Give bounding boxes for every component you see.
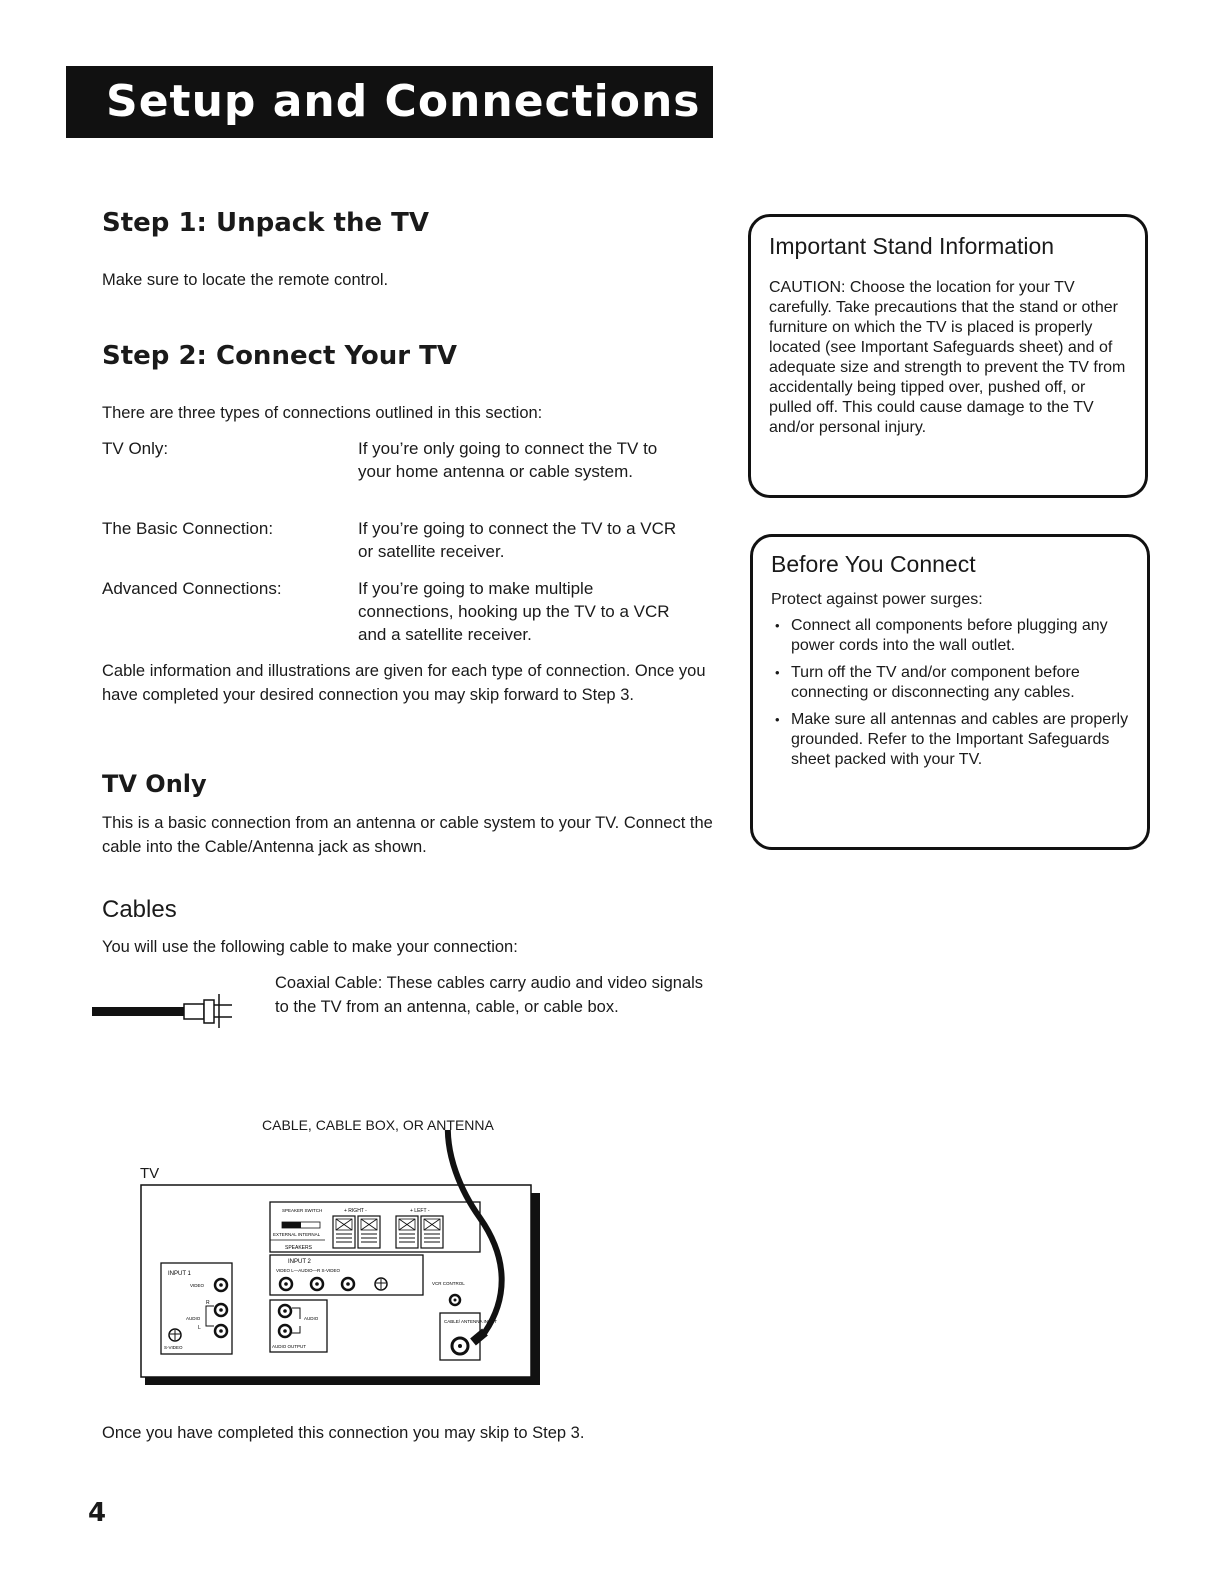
connection-desc: If you’re only going to connect the TV to your home antenna or cable system. [358,439,658,481]
step1-text: Make sure to locate the remote control. [102,271,389,289]
stand-info-text: CAUTION: Choose the location for your TV carefully. Take precautions that the stand or other furniture on which the TV is placed is properly located (see Important Safeguards sheet) and of adequate size and strength to prevent the TV from accidentally being tipped over, pushed off, or pulled off. This could cause damage to the TV and/or personal injury. [769,279,1126,436]
step2-heading: Step 2: Connect Your TV [102,341,458,371]
input1-l-label: L [198,1325,201,1331]
before-connect-intro: Protect against power surges: [771,591,983,608]
input1-video-label: VIDEO [190,1283,205,1288]
rca-jack-icon [215,1279,227,1291]
rca-jack-icon [279,1325,291,1337]
list-item: • Turn off the TV and/or component before connecting or disconnecting any cables. [771,663,1129,703]
connection-types-list [102,437,702,646]
page-number: 4 [88,1498,107,1528]
svideo-jack-icon [375,1278,387,1290]
page-title: Setup and Connections [66,66,713,138]
coax-desc: These cables carry audio and video signals to the TV from an antenna, cable, or cable box. [275,974,704,1016]
step2-intro: There are three types of connections outlined in this section: [102,404,543,422]
source-label: CABLE, CABLE BOX, OR ANTENNA [262,1117,494,1133]
rca-jack-icon [342,1278,354,1290]
tv-only-heading: TV Only [102,770,207,798]
connection-desc: If you’re going to make multiple connections, hooking up the TV to a VCR and a satellite receiver. [358,579,670,644]
speaker-terminal-icon [358,1216,380,1248]
cable-antenna-label: CABLE/ ANTENNA INPUT [444,1319,498,1324]
step2-note: Cable information and illustrations are given for each type of connection. Once you have completed your desired connection you may skip forward to Step 3. [102,662,706,704]
step1-heading: Step 1: Unpack the TV [102,208,430,238]
speaker-switch-label: SPEAKER SWITCH [282,1208,323,1213]
coax-description [275,971,715,1019]
before-connect-box [750,534,1150,850]
before-connect-title: Before You Connect [771,551,976,577]
audio-output-label: AUDIO OUTPUT [272,1344,307,1349]
connection-type-row [102,577,702,646]
rca-jack-icon [215,1325,227,1337]
speaker-terminal-icon [396,1216,418,1248]
rca-jack-icon [280,1278,292,1290]
speakers-label: SPEAKERS [285,1245,312,1251]
input1-audio-label: AUDIO [186,1316,201,1321]
cables-intro: You will use the following cable to make your connection: [102,938,518,956]
connection-term: TV Only: [102,439,169,458]
tv-back-panel-diagram [130,1130,550,1390]
list-item: • Connect all components before plugging any power cords into the wall outlet. [771,616,1129,656]
coax-name: Coaxial Cable: [275,974,383,992]
before-connect-list [771,616,1129,770]
switch-positions-label: EXTERNAL INTERNAL [273,1232,321,1237]
connection-term: The Basic Connection: [102,519,274,538]
connection-type-row [102,437,702,517]
coaxial-cable-icon [92,990,242,1030]
speaker-terminal-icon [421,1216,443,1248]
connection-desc: If you’re going to connect the TV to a VCR or satellite receiver. [358,519,677,561]
input1-r-label: R [206,1300,210,1306]
closing-text: Once you have completed this connection you may skip to Step 3. [102,1424,585,1442]
input2-jacks-label: VIDEO L—AUDIO—R S-VIDEO [276,1268,341,1273]
rca-jack-icon [279,1305,291,1317]
svideo-jack-icon [169,1329,181,1341]
audio-output-audio-label: AUDIO [304,1316,319,1321]
input1-label: INPUT 1 [168,1271,191,1277]
input1-svideo-label: S-VIDEO [164,1345,183,1350]
cables-heading: Cables [102,896,177,923]
tv-label: TV [140,1165,160,1182]
stand-info-title: Important Stand Information [769,233,1055,259]
coax-input-jack-icon [452,1338,468,1354]
vcr-control-label: VCR CONTROL [432,1281,465,1286]
connection-term: Advanced Connections: [102,579,282,598]
stand-info-box [748,214,1148,498]
left-label: + LEFT - [410,1208,430,1214]
vcr-control-jack-icon [450,1295,460,1305]
speaker-terminal-icon [333,1216,355,1248]
tv-only-text: This is a basic connection from an antenna or cable system to your TV. Connect the cable into the Cable/Antenna jack as shown. [102,814,713,856]
rca-jack-icon [311,1278,323,1290]
list-item: • Make sure all antennas and cables are properly grounded. Refer to the Important Safeguards sheet packed with your TV. [771,710,1129,770]
connection-type-row [102,517,702,577]
right-label: + RIGHT - [344,1208,367,1214]
rca-jack-icon [215,1304,227,1316]
input2-label: INPUT 2 [288,1259,311,1265]
